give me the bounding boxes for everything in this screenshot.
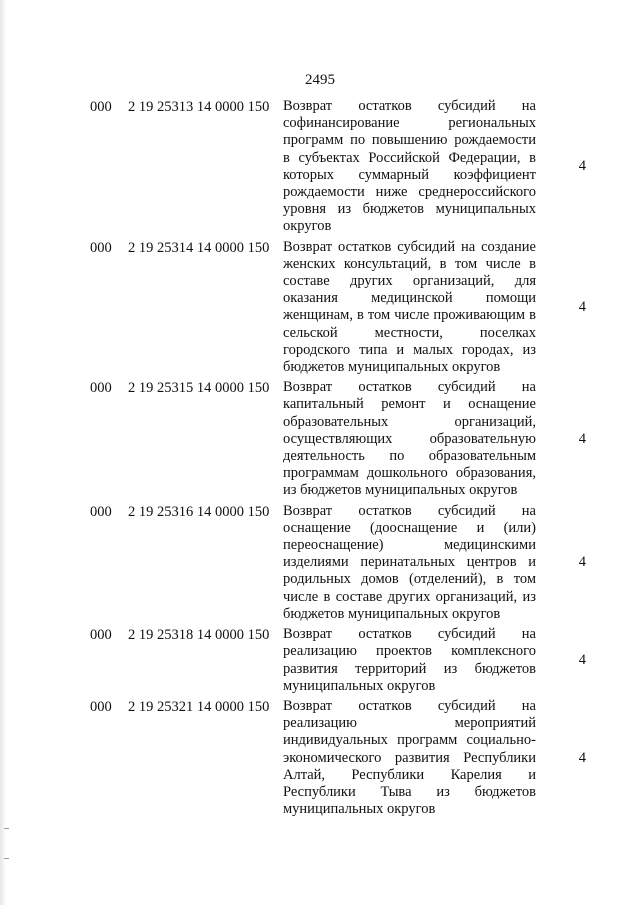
table-row [90, 626, 590, 695]
amount-cell [536, 239, 590, 377]
table-row [90, 98, 590, 236]
admin-code: 000 [90, 99, 112, 115]
table-row [90, 379, 590, 499]
table-row [90, 503, 590, 623]
income-description: Возврат остатков субсидий на реализацию проектов комплексного развития территорий из бюджетов муниципальных округов [283, 626, 536, 694]
income-description: Возврат остатков субсидий на оснащение (дооснащение и (или) переоснащение) медицинскими изделиями перинатальных центров и родильных домов (отделений), в том числе в составе других организаций, из бюджетов муниципальных округов [283, 502, 536, 622]
amount-cell [536, 379, 590, 499]
kbk-code: 2 19 25321 14 0000 150 [128, 698, 270, 715]
page-number: 2495 [305, 72, 335, 88]
admin-code: 000 [90, 503, 112, 520]
table-row [90, 698, 590, 818]
income-description: Возврат остатков субсидий на создание женских консультаций, в том числе в составе других организаций, для оказания медицинской помощи женщинам, в том числе проживающим в сельской местности, поселках городского типа и малых городах, из бюджетов муниципальных округов [283, 238, 536, 376]
kbk-code: 2 19 25313 14 0000 150 [128, 99, 270, 115]
income-description: Возврат остатков субсидий на софинансирование региональных программ по повышению рождаемости в субъектах Российской Федерации, в которых суммарный коэффициент рождаемости ниже среднероссийского уровня из бюджетов муниципальных округов [283, 98, 536, 235]
amount-value: 4 [578, 158, 586, 175]
income-description: Возврат остатков субсидий на капитальный ремонт и оснащение образовательных организаций, осуществляющих образовательную деятельность по образовательным программам дошкольного образования, из бюджетов муниципальных округов [283, 379, 536, 499]
admin-code: 000 [90, 239, 112, 256]
amount-value: 4 [578, 554, 586, 571]
kbk-code: 2 19 25318 14 0000 150 [128, 627, 270, 644]
scan-mark [4, 858, 9, 859]
admin-code: 000 [90, 380, 112, 397]
amount-cell [536, 626, 590, 695]
amount-value: 4 [578, 430, 586, 447]
income-description: Возврат остатков субсидий на реализацию мероприятий индивидуальных программ социально-экономического развития Республики Алтай, Республики Карелия и Республики Тыва из бюджетов муниципальных округов [283, 697, 536, 818]
kbk-code: 2 19 25315 14 0000 150 [128, 380, 270, 397]
budget-classification-table [90, 98, 590, 821]
amount-cell [536, 98, 590, 236]
admin-code: 000 [90, 627, 112, 644]
amount-value: 4 [578, 749, 586, 766]
scan-mark [4, 828, 9, 829]
scan-page-edge [0, 0, 6, 905]
amount-value: 4 [578, 298, 586, 315]
amount-value: 4 [578, 652, 586, 668]
amount-cell [536, 698, 590, 818]
table-row [90, 239, 590, 377]
kbk-code: 2 19 25316 14 0000 150 [128, 503, 270, 520]
amount-cell [536, 503, 590, 623]
admin-code: 000 [90, 698, 112, 715]
kbk-code: 2 19 25314 14 0000 150 [128, 239, 270, 256]
